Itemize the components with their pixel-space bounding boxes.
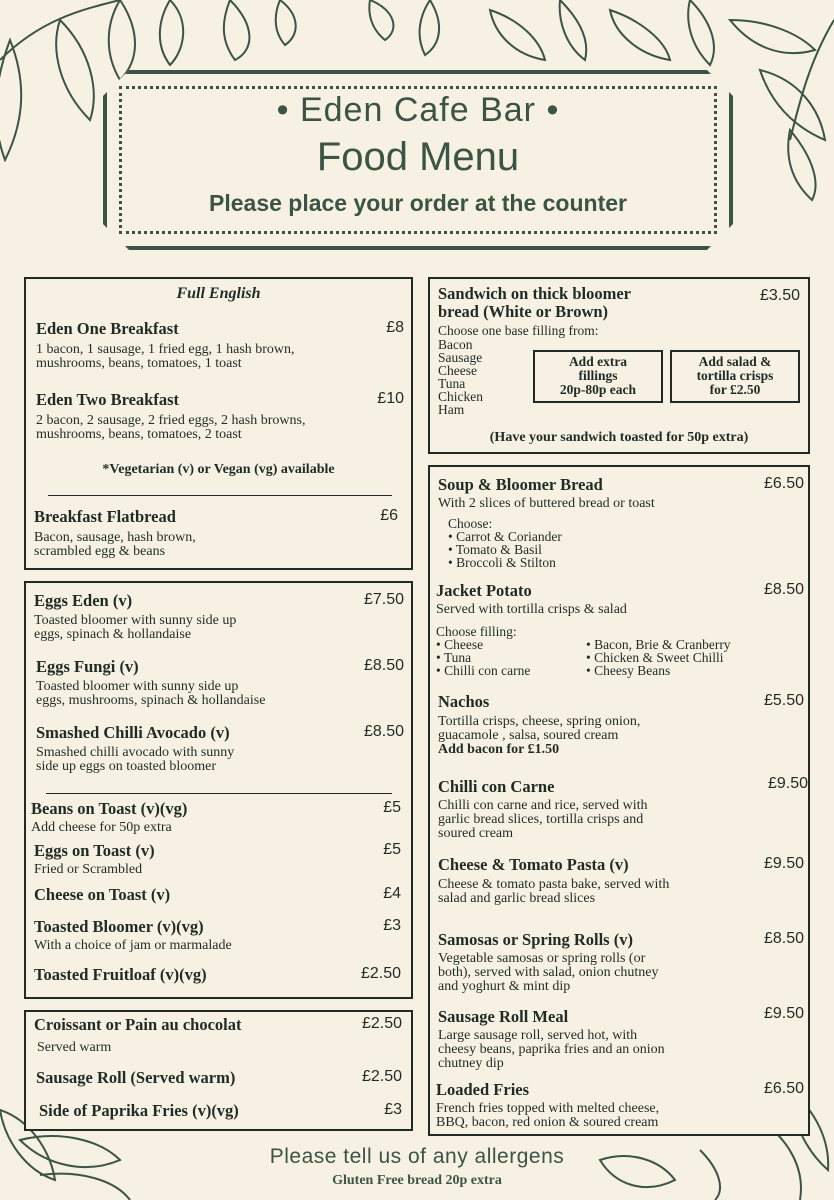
pastries-panel	[24, 1010, 413, 1131]
price: £5.50	[763, 692, 804, 709]
extra-fillings-box: Add extra fillings 20p-80p each	[533, 350, 663, 403]
price: £5	[383, 799, 401, 816]
price: £7.50	[363, 591, 404, 608]
menu-item-sausage-roll: Sausage Roll (Served warm) £2.50	[36, 1068, 402, 1087]
menu-item-eggs-fungi: Eggs Fungi (v) £8.50 Toasted bloomer with sunny side up eggs, mushrooms, spinach & hollandaise	[36, 657, 404, 708]
sandwich-title-line1: Sandwich on thick bloomer	[438, 284, 631, 303]
order-instruction: Please place your order at the counter	[209, 190, 627, 216]
menu-item-beans-on-toast: Beans on Toast (v)(vg) £5 Add cheese for 50p extra	[31, 799, 401, 835]
price: £2.50	[361, 1068, 402, 1085]
menu-title: Food Menu	[316, 135, 520, 179]
mains-panel	[428, 465, 810, 1136]
divider	[46, 793, 392, 794]
price: £9.50	[763, 855, 804, 872]
gluten-free-notice: Gluten Free bread 20p extra	[332, 1173, 502, 1188]
salad-crisps-box: Add salad & tortilla crisps for £2.50	[670, 350, 800, 403]
sandwich-choose: Choose one base filling from:	[438, 323, 599, 338]
price: £3	[383, 917, 401, 934]
list-item: Cheese	[438, 363, 477, 378]
menu-item-eden-one: Eden One Breakfast £8 1 bacon, 1 sausage, 1 fried egg, 1 hash brown, mushrooms, beans, tomatoes, 1 toast	[36, 319, 404, 371]
price: £8	[386, 319, 404, 336]
list-item: • Cheesy Beans	[586, 663, 671, 678]
divider	[48, 495, 392, 496]
menu-item-loaded-fries: Loaded Fries £6.50 French fries topped with melted cheese, BBQ, bacon, red onion & soured cream	[436, 1080, 804, 1130]
menu-item-eggs-eden: Eggs Eden (v) £7.50 Toasted bloomer with sunny side up eggs, spinach & hollandaise	[34, 591, 404, 642]
price: £4	[383, 885, 401, 902]
price: £3	[384, 1101, 402, 1118]
price: £8.50	[363, 723, 404, 740]
menu-item-croissant: Croissant or Pain au chocolat £2.50 Served warm	[34, 1015, 402, 1055]
price: £3.50	[759, 287, 800, 304]
menu-item-cheese-tomato-pasta: Cheese & Tomato Pasta (v) £9.50 Cheese & tomato pasta bake, served with salad and garlic bread slices	[438, 855, 804, 906]
header	[103, 88, 733, 220]
menu-item-chilli-con-carne: Chilli con Carne £9.50 Chilli con carne and rice, served with garlic bread slices, tortilla crisps and soured cream	[438, 775, 808, 841]
price: £9.50	[767, 775, 808, 792]
sandwich-title-line2: bread (White or Brown)	[438, 302, 609, 321]
price: £9.50	[763, 1005, 804, 1022]
menu-item-sausage-roll-meal: Sausage Roll Meal £9.50 Large sausage roll, served hot, with cheesy beans, paprika fries and an onion chutney dip	[438, 1005, 804, 1071]
price: £8.50	[763, 930, 804, 947]
price: £5	[383, 841, 401, 858]
list-item: • Cheese	[436, 637, 484, 652]
price: £8.50	[763, 581, 804, 598]
menu-item-soup: Soup & Bloomer Bread £6.50 With 2 slices of buttered bread or toast Choose: • Carrot & Coriander • Tomato & Basil • Broccoli & Stilton	[438, 475, 804, 570]
full-english-heading: Full English	[176, 285, 261, 302]
menu-item-cheese-on-toast: Cheese on Toast (v) £4	[34, 885, 401, 904]
menu-item-nachos: Nachos £5.50 Tortilla crisps, cheese, spring onion, guacamole , salsa, soured cream Add bacon for £1.50	[438, 692, 804, 757]
menu-item-breakfast-flatbread: Breakfast Flatbread £6 Bacon, sausage, hash brown, scrambled egg & beans	[34, 507, 398, 559]
menu-item-smashed-chilli-avocado: Smashed Chilli Avocado (v) £8.50 Smashed chilli avocado with sunny side up eggs on toasted bloomer	[36, 723, 404, 774]
full-english-panel	[24, 277, 413, 570]
toasted-note: (Have your sandwich toasted for 50p extra)	[489, 430, 749, 445]
menu-item-samosas: Samosas or Spring Rolls (v) £8.50 Vegetable samosas or spring rolls (or both), served with salad, onion chutney and yoghurt & mint dip	[438, 930, 804, 994]
menu-item-toasted-bloomer: Toasted Bloomer (v)(vg) £3 With a choice of jam or marmalade	[34, 917, 401, 953]
list-item: Sausage	[438, 350, 483, 365]
price: £10	[377, 390, 404, 407]
list-item: Tuna	[438, 376, 466, 391]
menu-item-toasted-fruitloaf: Toasted Fruitloaf (v)(vg) £2.50	[34, 965, 401, 984]
menu-item-eden-two: Eden Two Breakfast £10 2 bacon, 2 sausage, 2 fried eggs, 2 hash browns, mushrooms, beans, tomatoes, 2 toast	[36, 390, 404, 442]
list-item: • Tomato & Basil	[448, 542, 542, 557]
cafe-name: • Eden Cafe Bar •	[276, 91, 560, 129]
sandwich-fillings-list	[438, 338, 483, 416]
list-item: Ham	[438, 402, 465, 417]
list-item: • Chilli con carne	[436, 663, 531, 678]
sandwich-panel	[428, 277, 810, 454]
eggs-toast-panel	[24, 581, 413, 999]
list-item: Chicken	[438, 389, 483, 404]
list-item: • Chicken & Sweet Chilli	[586, 650, 724, 665]
menu-item-paprika-fries: Side of Paprika Fries (v)(vg) £3	[39, 1101, 402, 1120]
price: £6	[380, 507, 398, 524]
list-item: • Tuna	[436, 650, 472, 665]
list-item: • Bacon, Brie & Cranberry	[586, 637, 731, 652]
allergens-notice: Please tell us of any allergens	[269, 1145, 565, 1168]
price: £8.50	[363, 657, 404, 674]
menu-item-jacket-potato: Jacket Potato £8.50 Served with tortilla crisps & salad Choose filling: • Cheese • Tuna • Chilli con carne • Bacon, Brie & Cranberry • Chicken & Sweet Chilli • Cheesy Beans	[436, 581, 804, 678]
list-item: Bacon	[438, 337, 473, 352]
price: £2.50	[360, 965, 401, 982]
list-item: • Carrot & Coriander	[448, 529, 562, 544]
price: £6.50	[763, 475, 804, 492]
menu-item-eggs-on-toast: Eggs on Toast (v) £5 Fried or Scrambled	[34, 841, 401, 877]
price: £2.50	[361, 1015, 402, 1032]
price: £6.50	[763, 1080, 804, 1097]
vegetarian-note: *Vegetarian (v) or Vegan (vg) available	[102, 462, 335, 477]
list-item: • Broccoli & Stilton	[448, 555, 556, 570]
